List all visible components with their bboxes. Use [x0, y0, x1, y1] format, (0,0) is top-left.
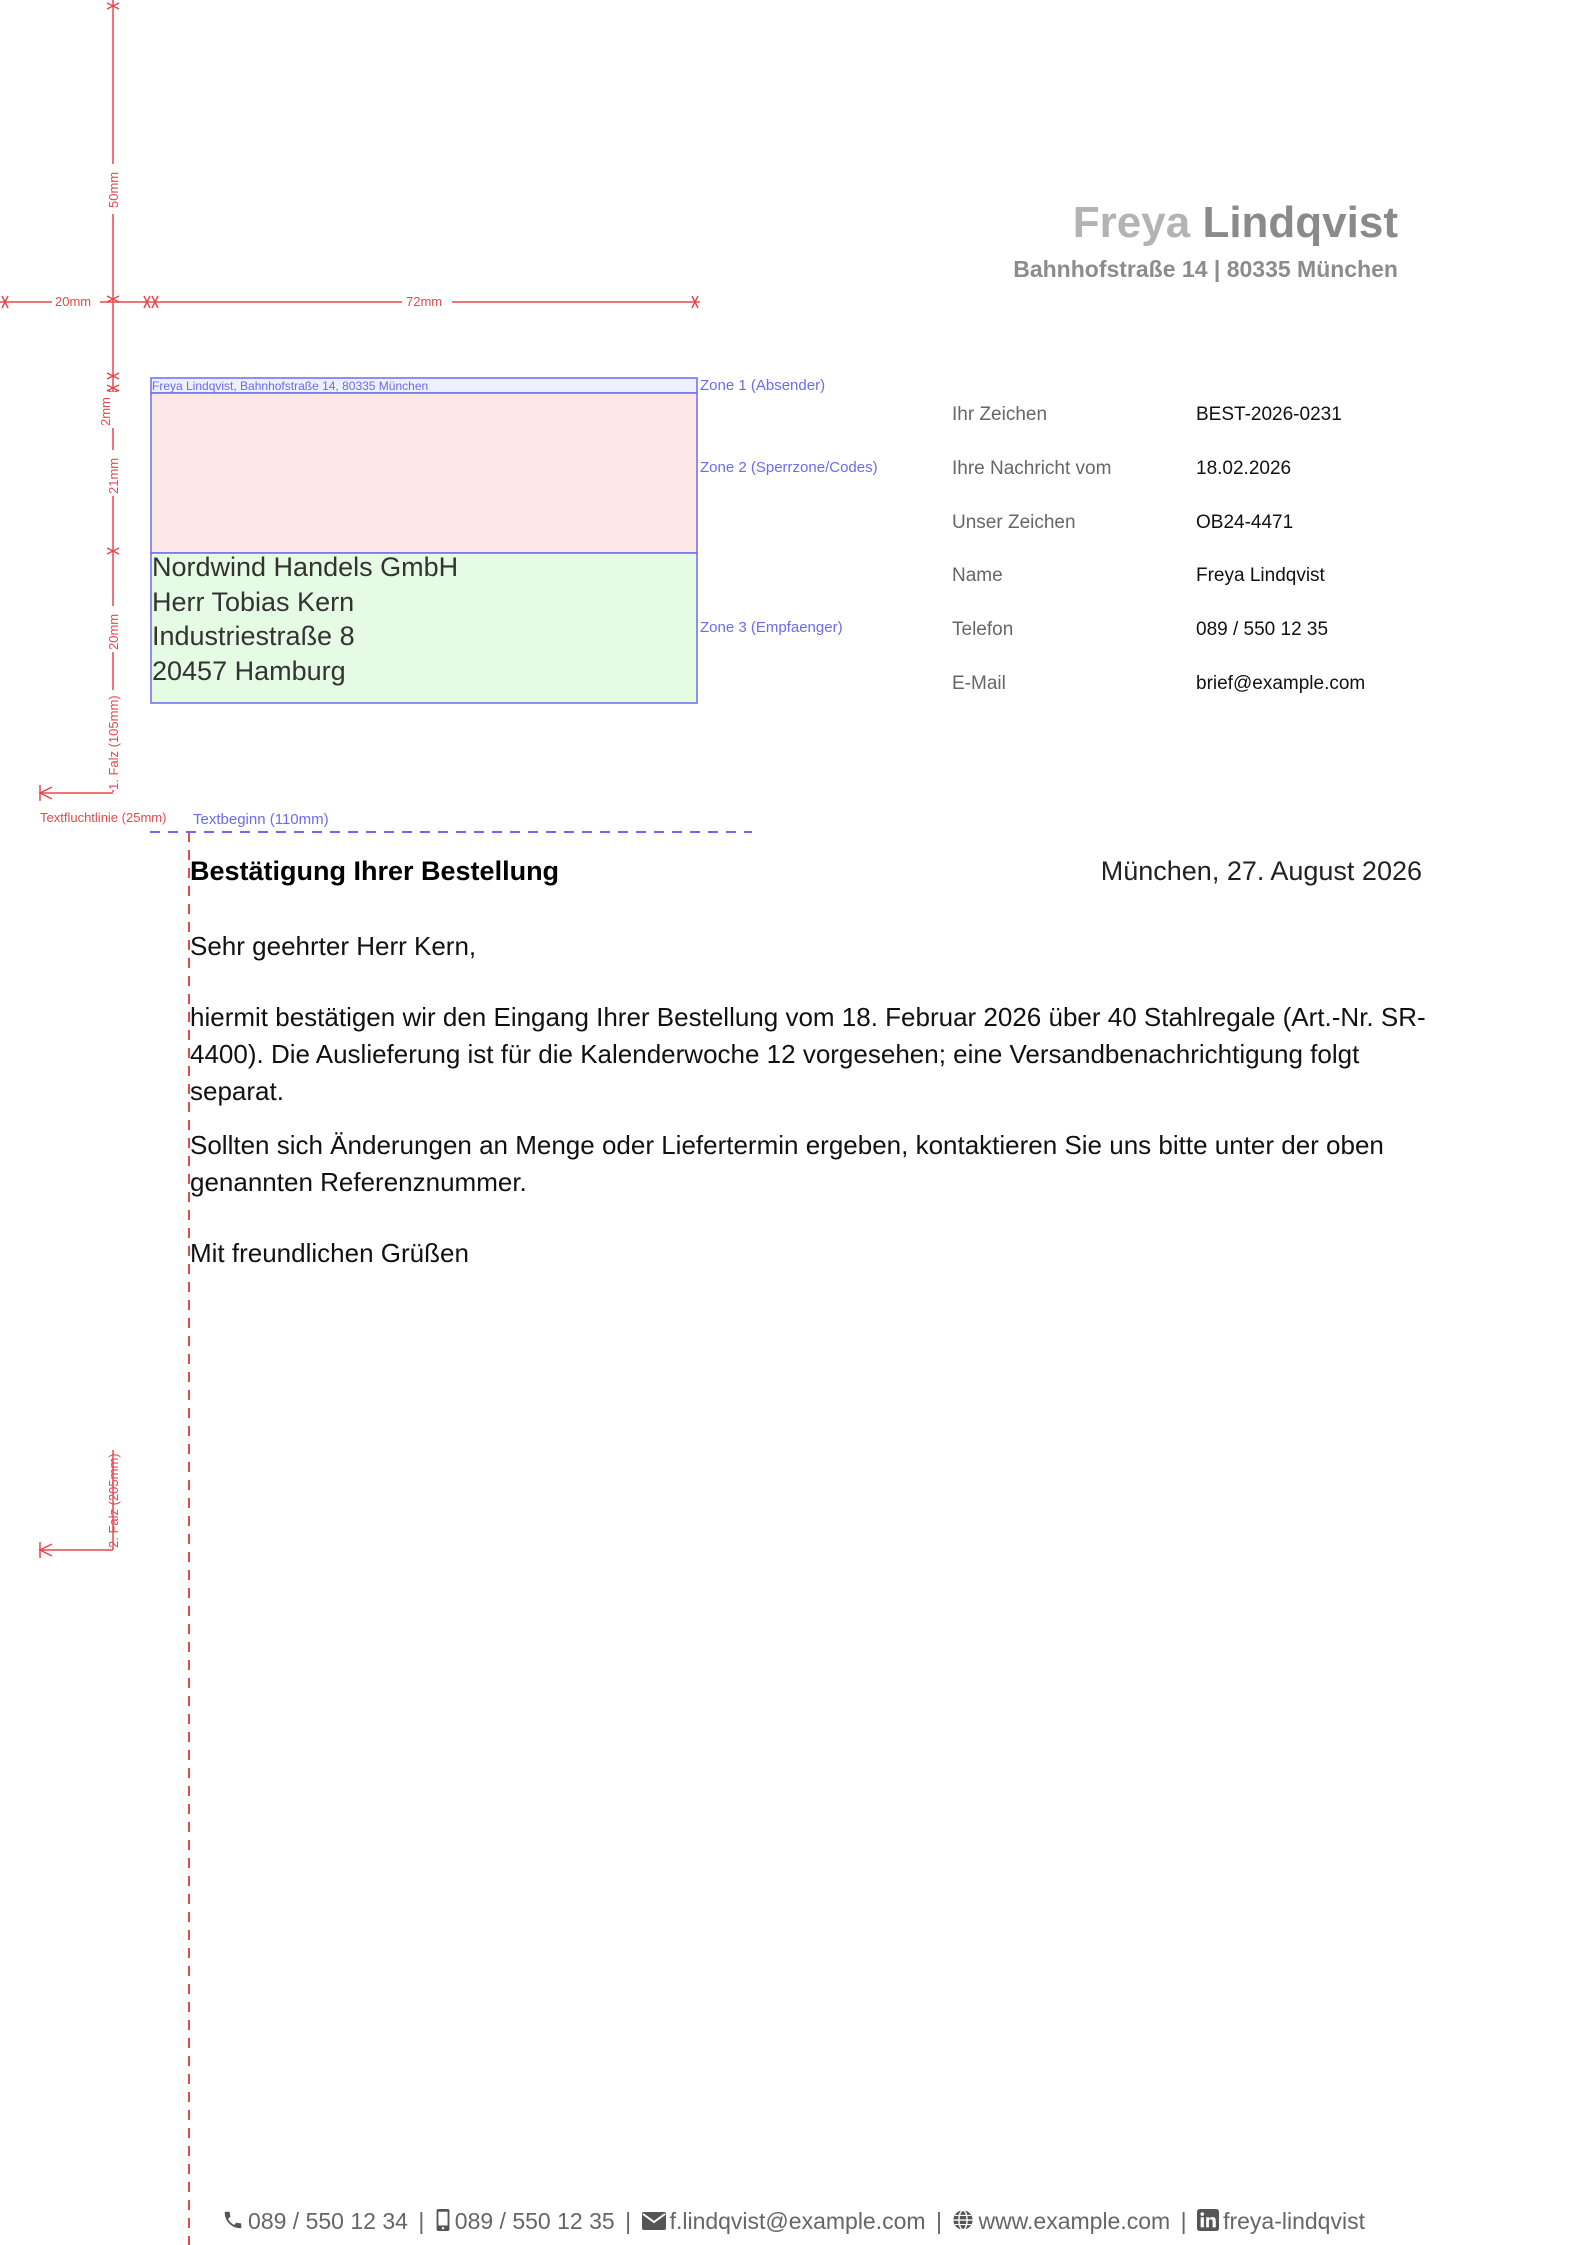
footer-separator: |	[625, 2208, 632, 2234]
info-value: 089 / 550 12 35	[1196, 619, 1329, 640]
closing: Mit freundlichen Grüßen	[190, 1238, 469, 1268]
sender-address: Bahnhofstraße 14 | 80335 München	[1013, 256, 1398, 282]
body-paragraph-2: Sollten sich Änderungen an Menge oder Liefertermin ergeben, kontaktieren Sie uns bitte unter der oben genannten Referenznummer.	[190, 1130, 1384, 1197]
footer-linkedin-text[interactable]: freya-lindqvist	[1223, 2208, 1365, 2234]
sender-first-name: Freya	[1072, 198, 1191, 247]
zone-2-box	[151, 393, 697, 553]
mobile-icon	[435, 2209, 451, 2231]
info-label: Ihre Nachricht vom	[952, 458, 1112, 479]
recipient-person: Herr Tobias Kern	[152, 586, 355, 617]
footer-mobile-text: 089 / 550 12 35	[454, 2208, 615, 2234]
footer-separator: |	[418, 2208, 425, 2234]
zone-1-label: Zone 1 (Absender)	[700, 377, 826, 394]
dim-label-2mm: 2mm	[98, 397, 113, 426]
letter-subject: Bestätigung Ihrer Bestellung	[190, 856, 560, 886]
sender-name	[1013, 196, 1398, 250]
info-value: BEST-2026-0231	[1196, 404, 1342, 425]
envelope-icon	[642, 2211, 666, 2231]
dim-label-72mm: 72mm	[406, 294, 443, 309]
info-value: brief@example.com	[1196, 673, 1366, 694]
footer-web-text[interactable]: www.example.com	[978, 2208, 1171, 2234]
footer-email	[637, 2208, 930, 2234]
footer-phone-text: 089 / 550 12 34	[248, 2208, 408, 2234]
info-label: Telefon	[952, 619, 1014, 640]
dim-label-20mm-recipient: 20mm	[106, 613, 121, 650]
footer-contact-bar	[0, 2206, 1587, 2240]
footer-linkedin	[1193, 2208, 1365, 2234]
zone-3-label: Zone 3 (Empfaenger)	[700, 619, 843, 636]
info-label: Name	[952, 565, 1003, 586]
linkedin-icon	[1197, 2209, 1219, 2231]
fold-2-label: 2. Falz (205mm)	[106, 1453, 121, 1548]
recipient-address	[152, 550, 458, 688]
letter-body	[190, 928, 1452, 1272]
zone-2-label: Zone 2 (Sperrzone/Codes)	[700, 459, 878, 476]
info-value: Freya Lindqvist	[1196, 565, 1325, 586]
recipient-street: Industriestraße 8	[152, 621, 355, 651]
dim-label-50mm: 50mm	[106, 171, 121, 208]
footer-email-text[interactable]: f.lindqvist@example.com	[669, 2208, 926, 2234]
textbeginn-label: Textbeginn (110mm)	[193, 811, 329, 828]
info-label: Ihr Zeichen	[952, 404, 1048, 425]
textflucht-label: Textfluchtlinie (25mm)	[40, 810, 167, 825]
info-value: OB24-4471	[1196, 512, 1294, 533]
footer-phone	[222, 2208, 412, 2234]
sender-last-name: Lindqvist	[1202, 198, 1398, 247]
footer-separator: |	[936, 2208, 942, 2234]
letterhead	[1013, 196, 1398, 283]
body-paragraph-1: hiermit bestätigen wir den Eingang Ihrer Bestellung vom 18. Februar 2026 über 40 Stahlregale (Art.-Nr. SR-4400). Die Auslieferung ist für die Kalenderwoche 12 vorgesehen; eine Versandbenachrichtigung folgt separat.	[190, 1002, 1426, 1106]
fold-1-label: 1. Falz (105mm)	[106, 695, 121, 790]
footer-web	[948, 2208, 1175, 2234]
globe-icon	[952, 2209, 974, 2231]
info-value: 18.02.2026	[1196, 458, 1292, 479]
footer-mobile	[430, 2208, 619, 2234]
phone-icon	[222, 2209, 244, 2231]
salutation: Sehr geehrter Herr Kern,	[190, 931, 477, 961]
info-label: Unser Zeichen	[952, 512, 1076, 533]
return-address-line: Freya Lindqvist, Bahnhofstraße 14, 80335 München	[152, 379, 429, 393]
letter-date: München, 27. August 2026	[1100, 856, 1422, 886]
info-label: E-Mail	[952, 673, 1006, 694]
recipient-city: 20457 Hamburg	[152, 655, 346, 686]
dim-label-21mm: 21mm	[106, 457, 121, 494]
dim-label-20mm: 20mm	[55, 294, 92, 309]
recipient-company: Nordwind Handels GmbH	[152, 552, 459, 582]
footer-separator: |	[1180, 2208, 1187, 2234]
